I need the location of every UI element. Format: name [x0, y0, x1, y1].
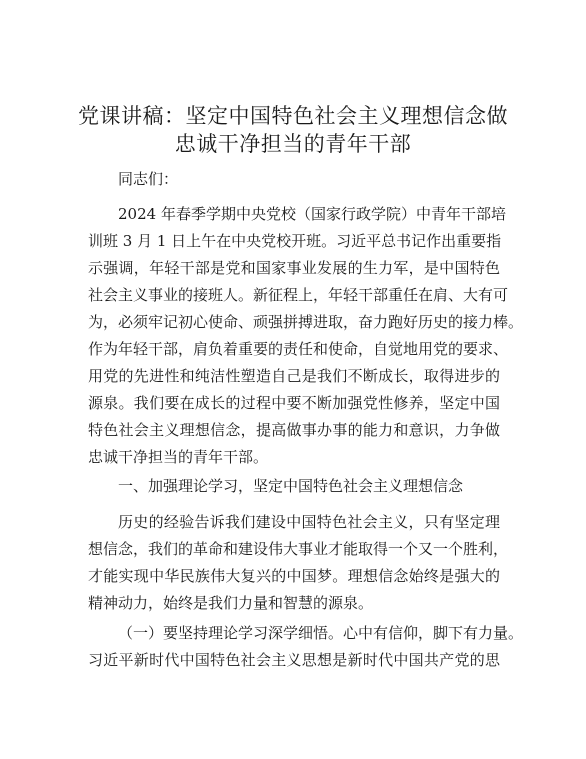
paragraph-2-line: 想信念，我们的革命和建设伟大事业才能取得一个又一个胜利， — [88, 540, 509, 558]
paragraph-2-line: 历史的经验告诉我们建设中国特色社会主义，只有坚定理 — [118, 513, 500, 531]
paragraph-1-line: 2024 年春季学期中央党校（国家行政学院）中青年干部培 — [118, 205, 506, 223]
salutation: 同志们： — [118, 170, 179, 188]
paragraph-3-line: （一）要坚持理论学习深学细悟。心中有信仰，脚下有力量。 — [118, 624, 524, 642]
paragraph-1-line: 源泉。我们要在成长的过程中要不断加强党性修养，坚定中国 — [88, 394, 500, 412]
paragraph-1-line: 作为年轻干部，肩负着重要的责任和使命，自觉地用党的要求、 — [88, 340, 509, 358]
paragraph-1-line: 忠诚干净担当的青年干部。 — [88, 448, 269, 466]
paragraph-1-line: 为，必须牢记初心使命、顽强拼搏进取，奋力跑好历史的接力棒。 — [88, 313, 524, 331]
paragraph-1-line: 用党的先进性和纯洁性塑造自己是我们不断成长，取得进步的 — [88, 367, 500, 385]
paragraph-3-line: 习近平新时代中国特色社会主义思想是新时代中国共产党的思 — [88, 651, 500, 669]
paragraph-1-line: 训班 3 月 1 日上午在中央党校开班。习近平总书记作出重要指 — [88, 232, 502, 250]
paragraph-1-line: 特色社会主义理想信念，提高做事办事的能力和意识，力争做 — [88, 421, 500, 439]
document-title-line-2: 忠诚干净担当的青年干部 — [174, 132, 412, 156]
paragraph-1-line: 社会主义事业的接班人。新征程上，年轻干部重任在肩、大有可 — [88, 286, 509, 304]
document-title-line-1: 党课讲稿：坚定中国特色社会主义理想信念做 — [78, 104, 508, 128]
paragraph-1-line: 示强调，年轻干部是党和国家事业发展的生力军，是中国特色 — [88, 259, 500, 277]
paragraph-2-line: 精神动力，始终是我们力量和智慧的源泉。 — [88, 594, 374, 612]
paragraph-2-line: 才能实现中华民族伟大复兴的中国梦。理想信念始终是强大的 — [88, 567, 500, 585]
section-heading-1: 一、加强理论学习，坚定中国特色社会主义理想信念 — [118, 477, 464, 495]
